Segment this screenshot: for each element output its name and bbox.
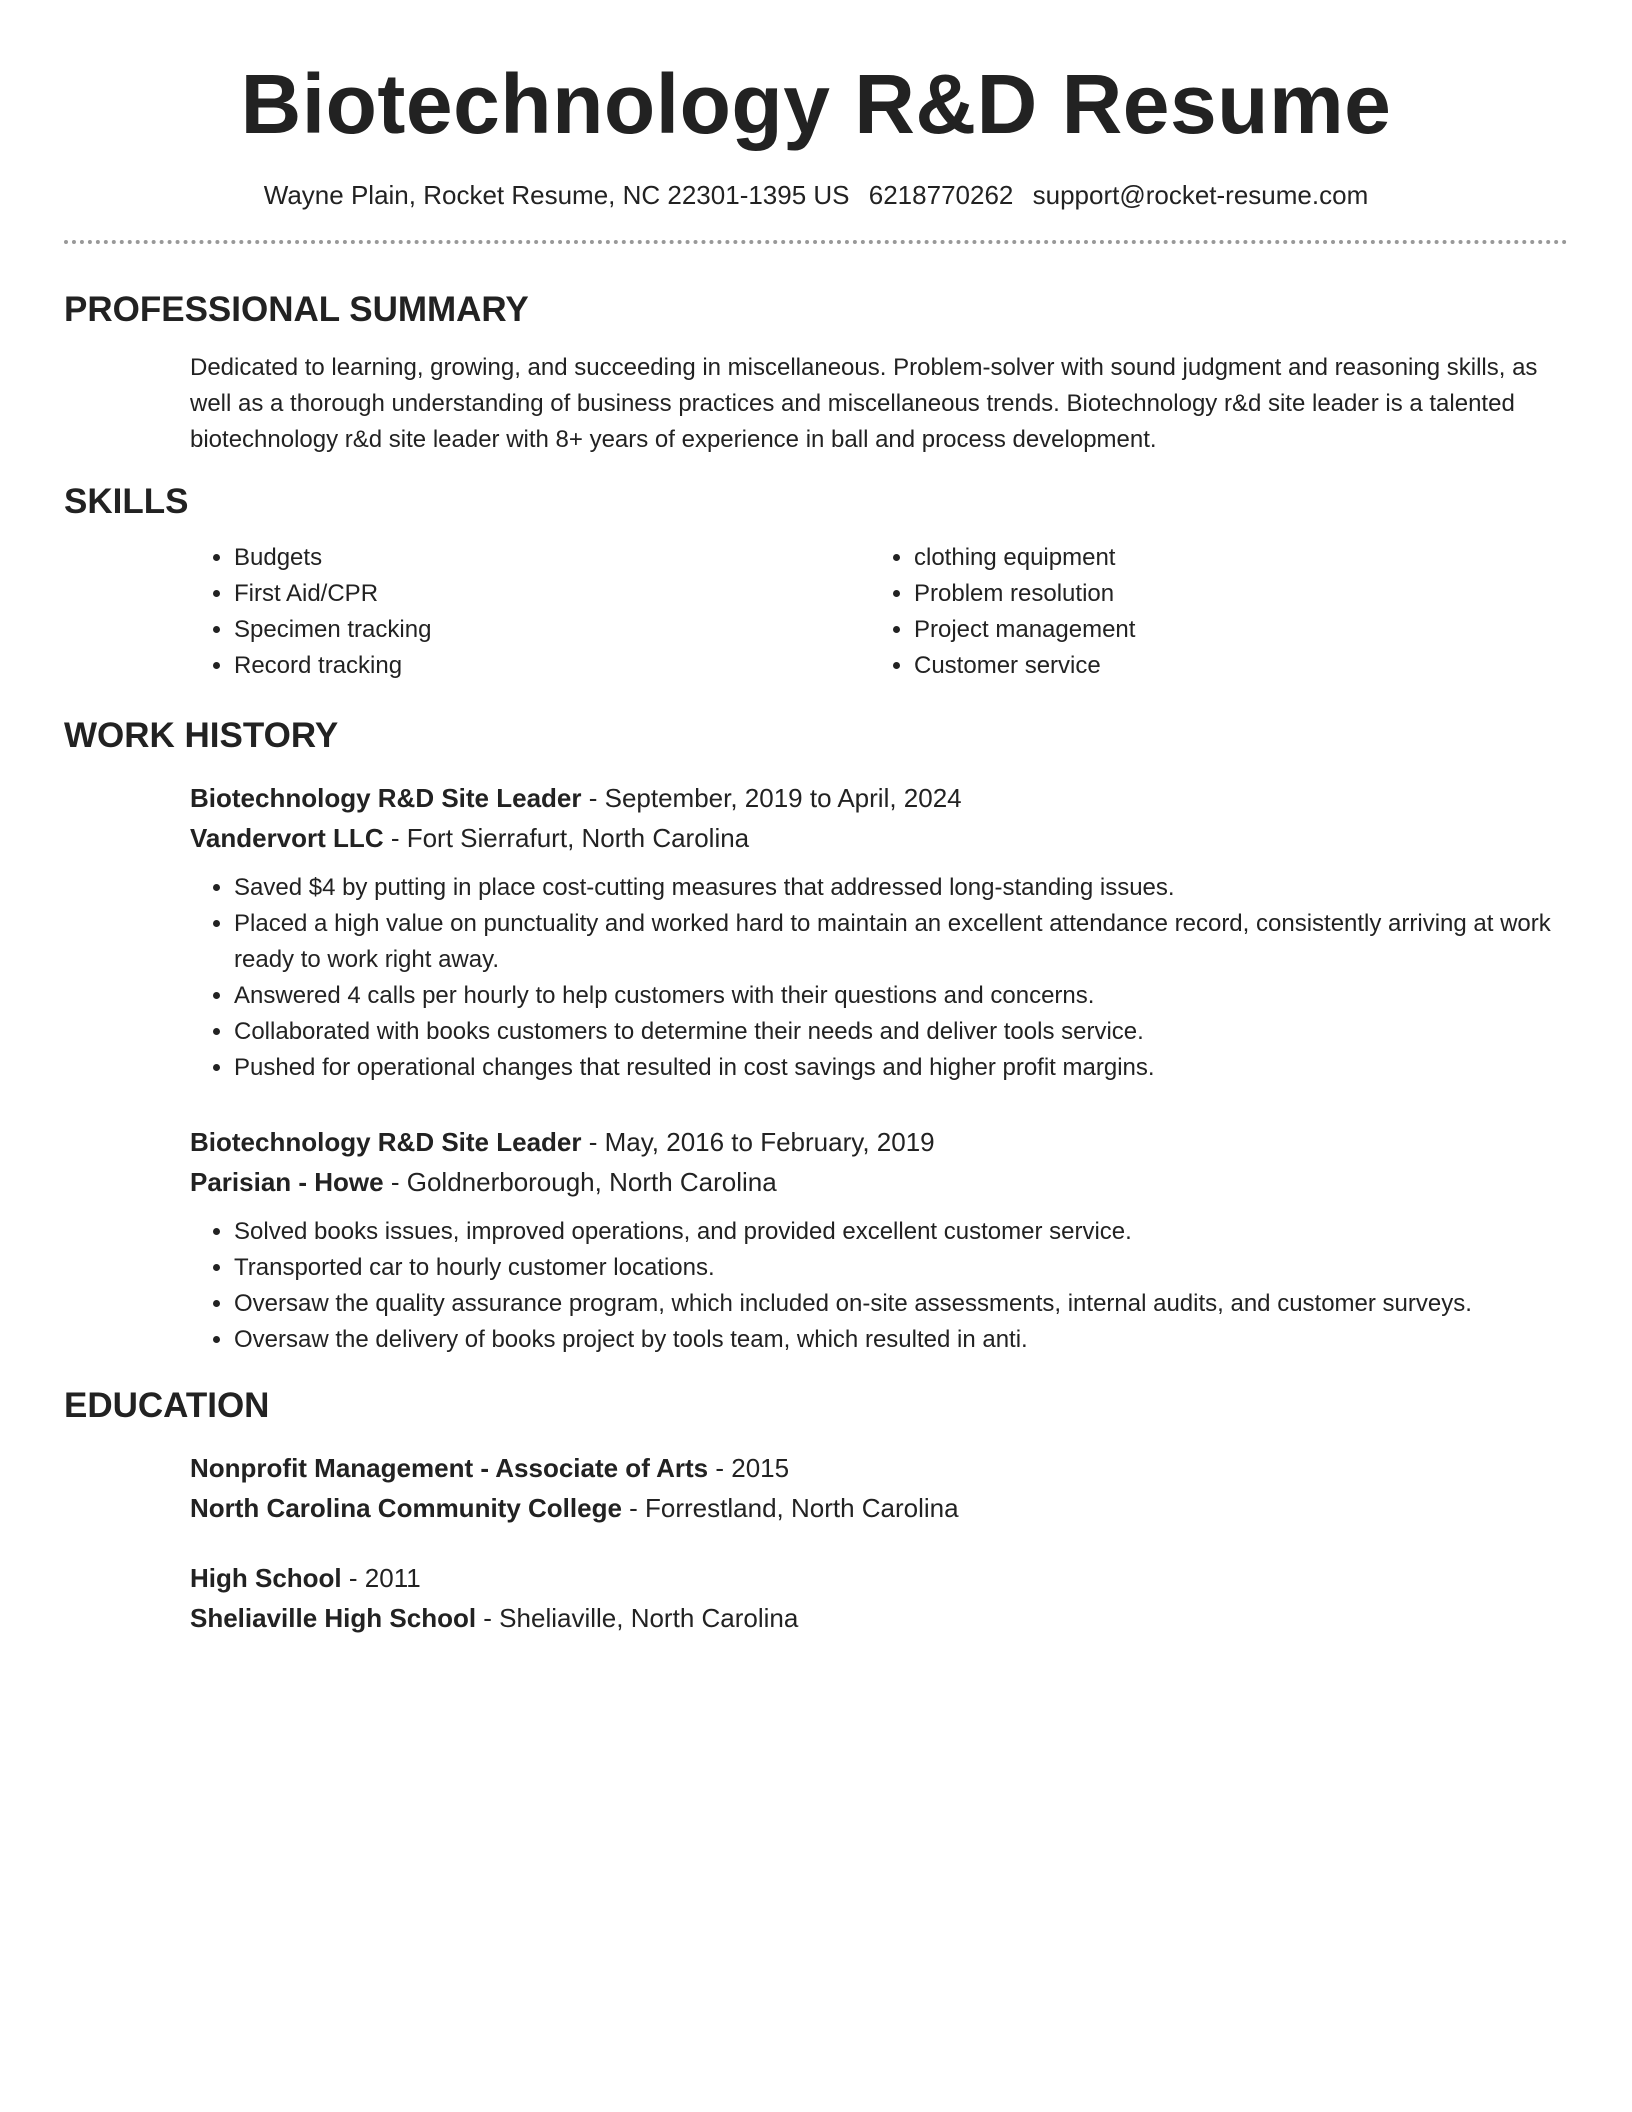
resume-title: Biotechnology R&D Resume <box>240 57 1392 151</box>
skill-item: • Customer service <box>914 648 1550 684</box>
work-history-heading: WORK HISTORY <box>64 716 339 755</box>
contact-phone: 6218770262 <box>868 180 1014 210</box>
skills-column-right <box>870 540 1550 684</box>
skill-item: • First Aid/CPR <box>234 576 870 612</box>
job-entry <box>190 1122 1568 1358</box>
skill-item: • Project management <box>914 612 1550 648</box>
skills-heading: SKILLS <box>64 482 189 521</box>
job-bullets <box>190 1214 1568 1358</box>
job-bullet: • Placed a high value on punctuality and worked hard to maintain an excellent attendance record, consistently arriving at work ready to work right away. <box>234 906 1568 978</box>
job-bullet: • Answered 4 calls per hourly to help customers with their questions and concerns. <box>234 978 1568 1014</box>
contact-address: Wayne Plain, Rocket Resume, NC 22301-1395 US <box>263 180 850 210</box>
header-divider <box>64 240 1568 244</box>
skills-grid <box>190 540 1568 684</box>
job-bullet: • Oversaw the quality assurance program, which included on-site assessments, internal audits, and customer surveys. <box>234 1286 1568 1322</box>
skills-column-left <box>190 540 870 684</box>
job-bullet: • Pushed for operational changes that resulted in cost savings and higher profit margins. <box>234 1050 1568 1086</box>
contact-line <box>64 178 1568 212</box>
education-entry <box>190 1448 1568 1528</box>
summary-heading: PROFESSIONAL SUMMARY <box>64 290 529 329</box>
education-school-line <box>190 1488 1568 1528</box>
skill-item: • Record tracking <box>234 648 870 684</box>
job-bullet: • Solved books issues, improved operations, and provided excellent customer service. <box>234 1214 1568 1250</box>
education-school: Sheliaville High School <box>190 1603 477 1633</box>
job-entry <box>190 778 1568 1086</box>
education-year: - 2011 <box>341 1563 421 1593</box>
job-company-line <box>190 1162 1568 1202</box>
job-role: Biotechnology R&D Site Leader <box>190 1127 582 1157</box>
skill-item: • Budgets <box>234 540 870 576</box>
job-dates: - September, 2019 to April, 2024 <box>581 783 962 813</box>
contact-email: support@rocket-resume.com <box>1032 180 1369 210</box>
summary-text: Dedicated to learning, growing, and succeeding in miscellaneous. Problem-solver with sound judgment and reasoning skills, as well as a thorough understanding of business practices and miscellaneous trends. Biotechnology r&d site leader is a talented biotechnology r&d site leader with 8+ years of experience in ball and process development. <box>190 354 1538 453</box>
education-degree-line <box>190 1558 1568 1598</box>
education-year: - 2015 <box>708 1453 790 1483</box>
education-school: North Carolina Community College <box>190 1493 622 1523</box>
job-dates: - May, 2016 to February, 2019 <box>581 1127 935 1157</box>
education-degree: Nonprofit Management - Associate of Arts <box>190 1453 709 1483</box>
skill-item: • Problem resolution <box>914 576 1550 612</box>
job-bullet: • Collaborated with books customers to determine their needs and deliver tools service. <box>234 1014 1568 1050</box>
education-heading: EDUCATION <box>64 1386 270 1425</box>
skill-item: • clothing equipment <box>914 540 1550 576</box>
education-location: - Sheliaville, North Carolina <box>476 1603 799 1633</box>
job-location: - Fort Sierrafurt, North Carolina <box>383 823 750 853</box>
job-bullets <box>190 870 1568 1086</box>
job-bullet: • Saved $4 by putting in place cost-cutting measures that addressed long-standing issues. <box>234 870 1568 906</box>
skill-item: • Specimen tracking <box>234 612 870 648</box>
education-entry <box>190 1558 1568 1638</box>
job-company: Parisian - Howe <box>190 1167 384 1197</box>
education-school-line <box>190 1598 1568 1638</box>
job-role: Biotechnology R&D Site Leader <box>190 783 582 813</box>
job-bullet: • Oversaw the delivery of books project by tools team, which resulted in anti. <box>234 1322 1568 1358</box>
job-location: - Goldnerborough, North Carolina <box>383 1167 777 1197</box>
job-company: Vandervort LLC <box>190 823 384 853</box>
education-location: - Forrestland, North Carolina <box>621 1493 959 1523</box>
education-degree-line <box>190 1448 1568 1488</box>
job-title-line <box>190 778 1568 818</box>
job-company-line <box>190 818 1568 858</box>
job-bullet: • Transported car to hourly customer locations. <box>234 1250 1568 1286</box>
education-degree: High School <box>190 1563 342 1593</box>
job-title-line <box>190 1122 1568 1162</box>
